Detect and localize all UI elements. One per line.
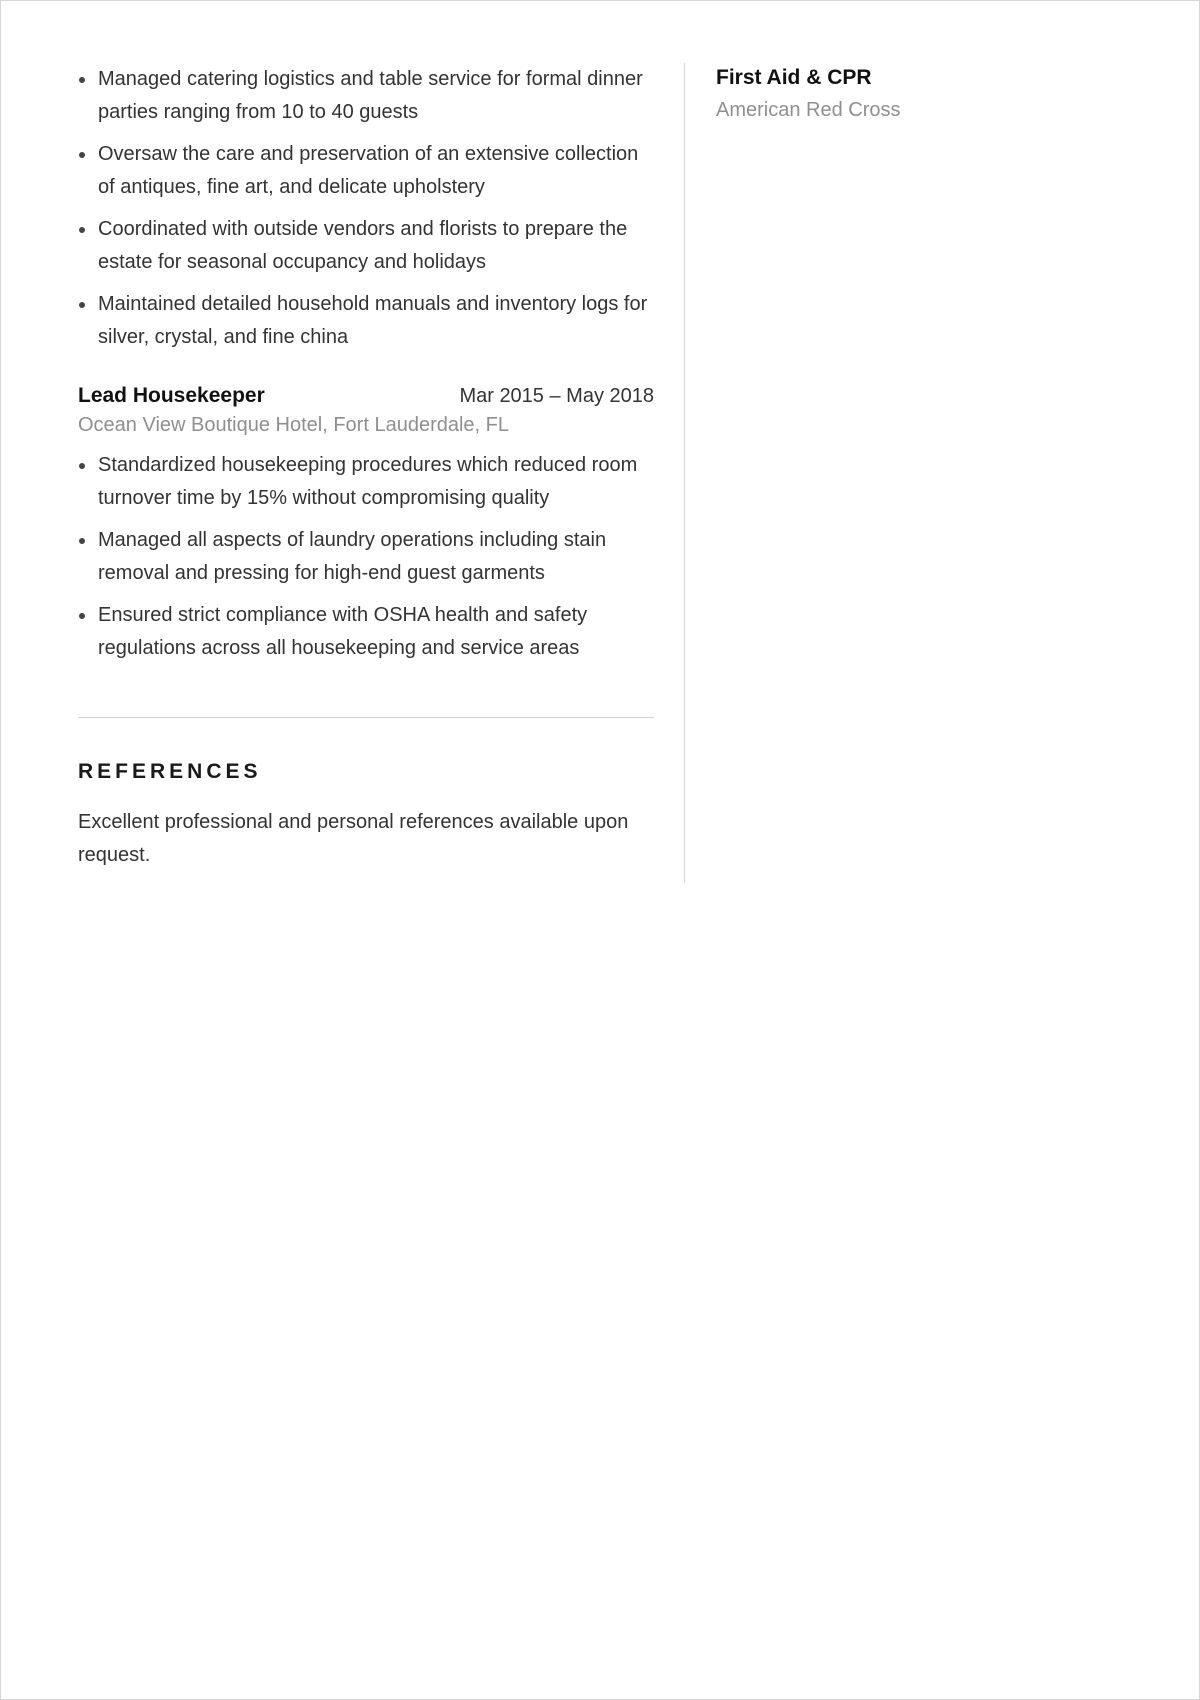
references-heading: REFERENCES	[78, 760, 262, 783]
job-entry-lead-housekeeper	[78, 384, 654, 665]
bullet-item: Maintained detailed household manuals and inventory logs for silver, crystal, and fine china	[78, 288, 654, 354]
job-header	[78, 384, 654, 408]
column-divider	[684, 63, 685, 883]
certification-name: First Aid & CPR	[716, 66, 872, 89]
section-divider	[78, 717, 654, 718]
bullet-item: Ensured strict compliance with OSHA health and safety regulations across all housekeeping and service areas	[78, 599, 654, 665]
bullet-item: Oversaw the care and preservation of an extensive collection of antiques, fine art, and delicate upholstery	[78, 138, 654, 204]
job-bullets	[78, 449, 654, 665]
job-company: Ocean View Boutique Hotel, Fort Lauderdale, FL	[78, 414, 509, 436]
references-text: Excellent professional and personal references available upon request.	[78, 811, 629, 866]
main-column	[78, 63, 654, 872]
certification-issuer: American Red Cross	[716, 99, 901, 121]
previous-job-bullets	[78, 63, 654, 354]
bullet-item: Coordinated with outside vendors and florists to prepare the estate for seasonal occupancy and holidays	[78, 213, 654, 279]
job-title: Lead Housekeeper	[78, 384, 265, 407]
job-dates: Mar 2015 – May 2018	[459, 385, 654, 407]
bullet-item: Standardized housekeeping procedures which reduced room turnover time by 15% without compromising quality	[78, 449, 654, 515]
side-column	[716, 63, 1136, 122]
bullet-item: Managed all aspects of laundry operations including stain removal and pressing for high-end guest garments	[78, 524, 654, 590]
bullet-item: Managed catering logistics and table service for formal dinner parties ranging from 10 to 40 guests	[78, 63, 654, 129]
